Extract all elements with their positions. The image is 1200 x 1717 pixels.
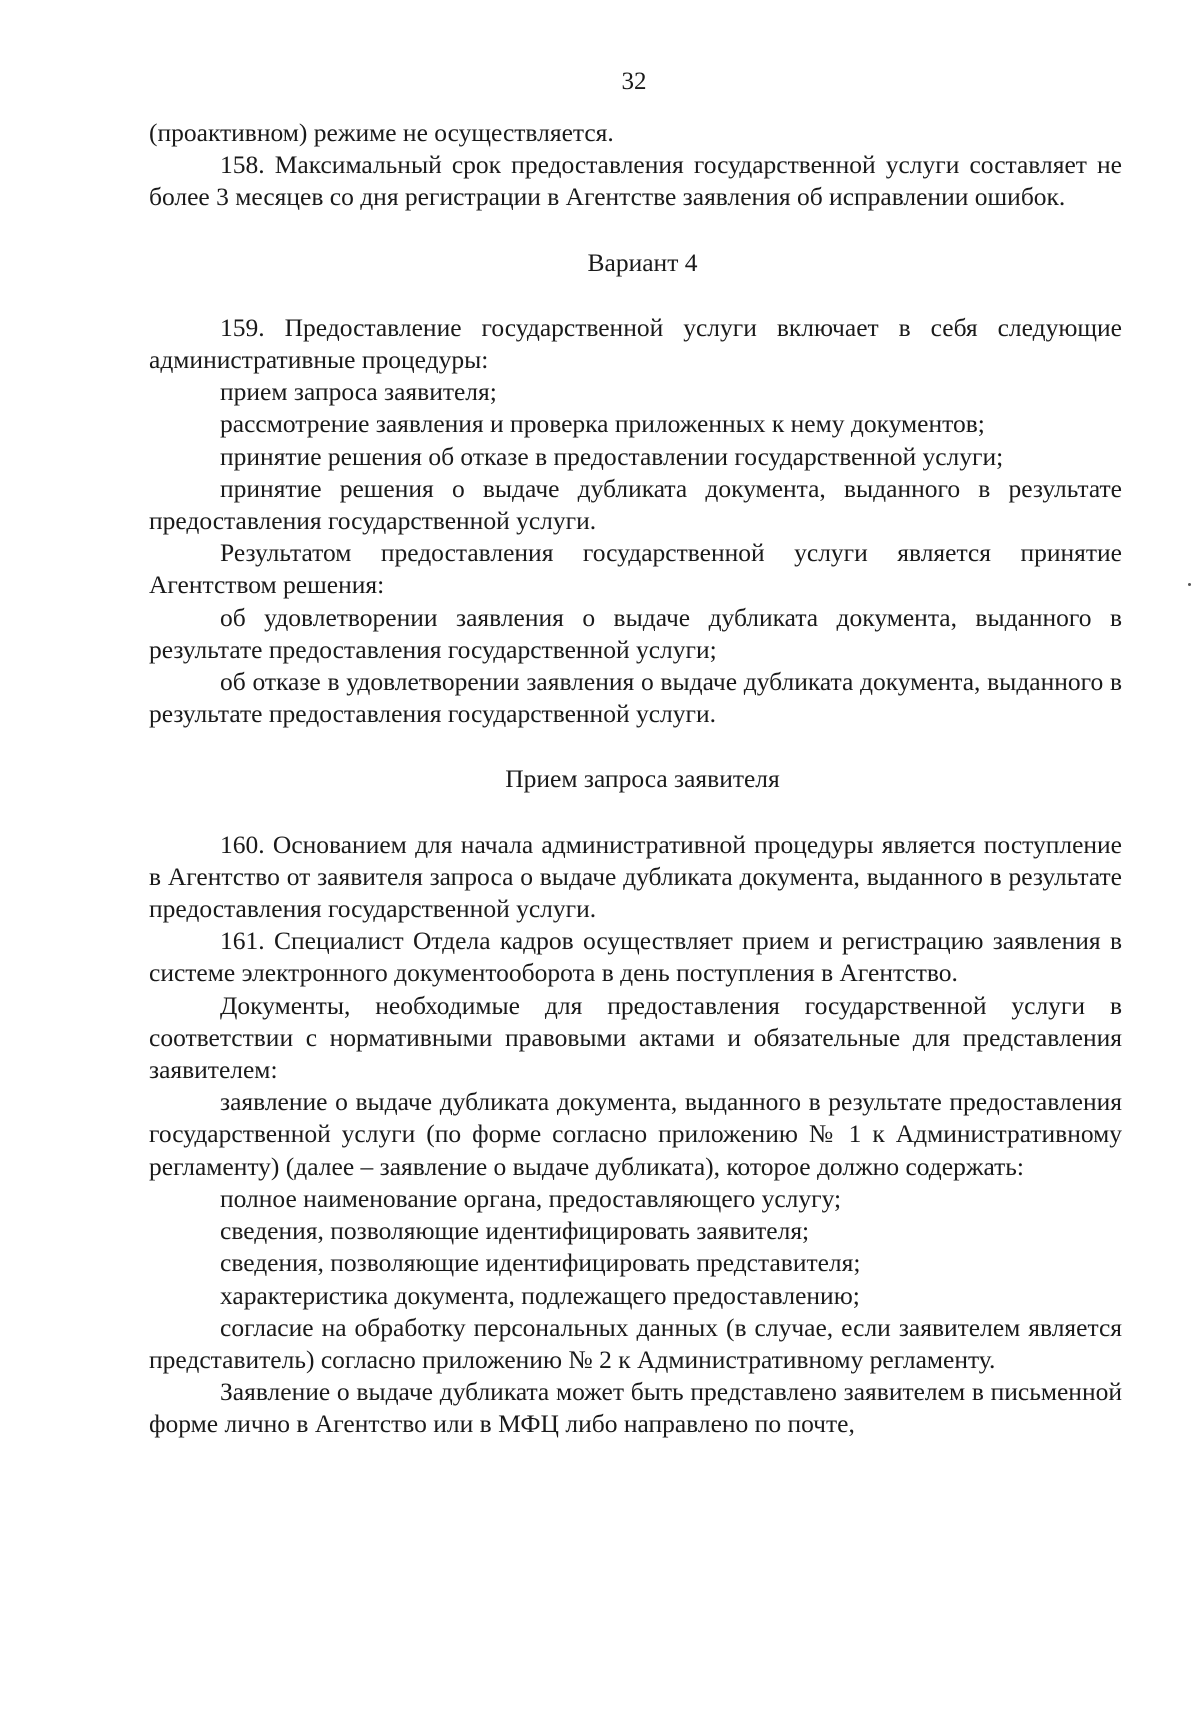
paragraph: Результатом предоставления государственной услуги является принятие Агентством решения: — [149, 538, 1122, 600]
paragraph-159: 159. Предоставление государственной услуги включает в себя следующие административные процедуры: — [149, 312, 1122, 375]
list-item: характеристика документа, подлежащего предоставлению; — [220, 1280, 860, 1310]
list-item: полное наименование органа, предоставляющего услугу; — [220, 1183, 842, 1213]
document-body — [149, 117, 1122, 1441]
section-heading-variant-4: Вариант 4 — [587, 247, 698, 277]
list-item: сведения, позволяющие идентифицировать заявителя; — [220, 1216, 810, 1246]
paragraph-161: 161. Специалист Отдела кадров осуществляет прием и регистрацию заявления в системе электронного документооборота в день поступления в Агентство. — [149, 926, 1122, 988]
section-heading-request-intake: Прием запроса заявителя — [505, 764, 780, 794]
paragraph-158: 158. Максимальный срок предоставления государственной услуги составляет не более 3 месяцев со дня регистрации в Агентстве заявления об исправлении ошибок. — [149, 150, 1122, 212]
list-item: рассмотрение заявления и проверка приложенных к нему документов; — [220, 409, 985, 439]
paragraph: (проактивном) режиме не осуществляется. — [149, 118, 614, 147]
list-item: принятие решения о выдаче дубликата документа, выданного в результате предоставления государственной услуги. — [149, 473, 1122, 536]
list-item: принятие решения об отказе в предоставлении государственной услуги; — [220, 441, 1004, 471]
list-item: заявление о выдаче дубликата документа, выданного в результате предоставления государственной услуги (по форме согласно приложению № 1 к Административному регламенту) (далее – заявление о выдаче дубликата), которое должно содержать: — [149, 1087, 1122, 1181]
scan-speck — [1188, 583, 1191, 586]
paragraph: Заявление о выдаче дубликата может быть представлено заявителем в письменной форме лично в Агентство или в МФЦ либо направлено по почте, — [149, 1377, 1122, 1439]
page-number: 32 — [621, 68, 647, 95]
paragraph-160: 160. Основанием для начала административной процедуры является поступление в Агентство от заявителя запроса о выдаче дубликата документа, выданного в результате предоставления государственной услуги. — [149, 829, 1122, 924]
list-item: об удовлетворении заявления о выдаче дубликата документа, выданного в результате предоставления государственной услуги; — [149, 602, 1122, 664]
list-item: согласие на обработку персональных данных (в случае, если заявителем является представитель) согласно приложению № 2 к Административному регламенту. — [149, 1312, 1122, 1374]
list-item: прием запроса заявителя; — [220, 377, 497, 407]
list-item: сведения, позволяющие идентифицировать представителя; — [220, 1248, 861, 1278]
paragraph: Документы, необходимые для предоставления государственной услуги в соответствии с нормативными правовыми актами и обязательные для представления заявителем: — [149, 990, 1122, 1085]
list-item: об отказе в удовлетворении заявления о выдаче дубликата документа, выданного в результате предоставления государственной услуги. — [149, 667, 1122, 729]
